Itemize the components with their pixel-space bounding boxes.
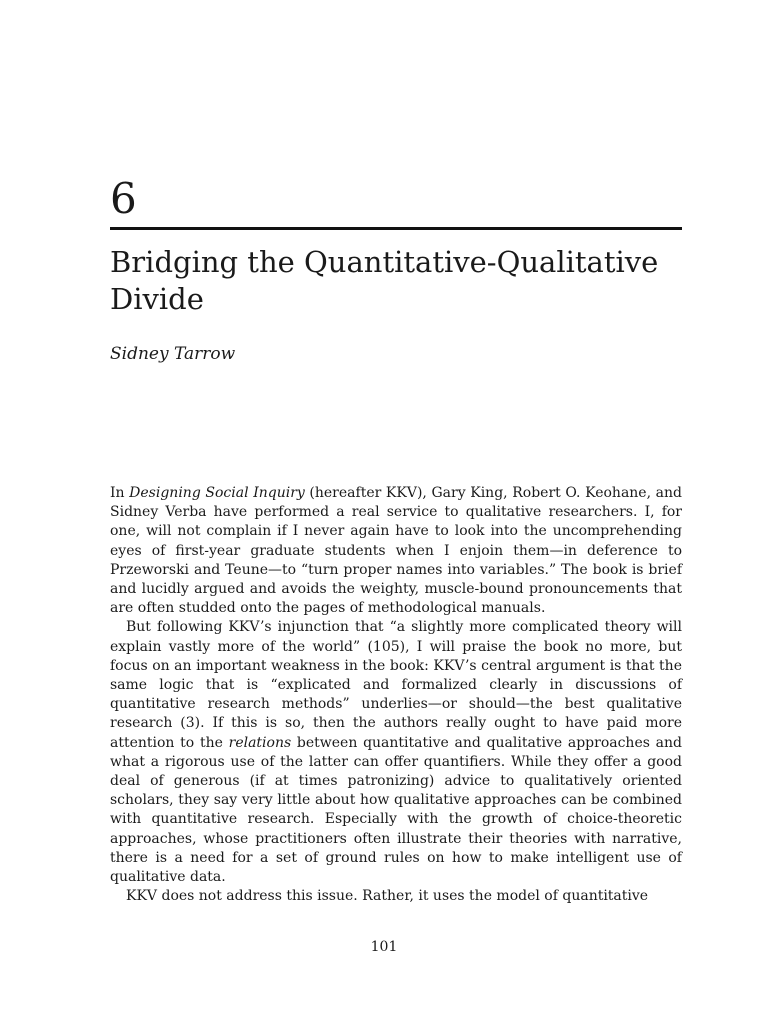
page-number: 101 (370, 939, 398, 955)
paragraph-3: KKV does not address this issue. Rather, it uses the model of quantitative (126, 888, 649, 905)
chapter-title: Bridging the Quantitative-Qualitative Divide (110, 245, 659, 316)
emphasis-relations: relations (228, 734, 292, 751)
paragraph-2-rest: between quantitative and qualitative approaches and what a rigorous use of the latter can offer quantifiers. While they offer a good deal of generous (if at times patronizing) advice to qualitatively oriented scholars, they say very little about how qualitative approaches can be combined with quantitative research. Especially with the growth of choice-theoretic approaches, whose practitioners often illustrate their theories with narrative, there is a need for a set of ground rules on how to make intelligent use of qualitative data. (110, 734, 682, 886)
chapter-number: 6 (110, 174, 137, 223)
chapter-rule (110, 227, 682, 230)
body-text (110, 484, 682, 906)
paragraph-1-rest: (hereafter KKV), Gary King, Robert O. Keohane, and Sidney Verba have performed a real service to qualitative researchers. I, for one, will not complain if I never again have to look into the uncomprehending eyes of first-year graduate students when I enjoin them—in deference to Przeworski and Teune—to “turn proper names into variables.” The book is brief and lucidly argued and avoids the weighty, muscle-bound pronouncements that are often studded onto the pages of methodological manuals. (110, 485, 682, 617)
paragraph-2 (110, 618, 682, 887)
chapter-author: Sidney Tarrow (110, 344, 236, 364)
paragraph-1-lead: In (110, 485, 130, 501)
paragraph-2-lead: But following KKV’s injunction that “a slightly more complicated theory will explain vastly more of the world” (105), I will praise the book no more, but focus on an important weakness in the book: KKV’s central argument is that the same logic that is “explicated and formalized clearly in discussions of quantitative research methods” underlies—or should—the best qualitative research (3). If this is so, then the authors really ought to have paid more attention to the (110, 619, 682, 751)
book-title: Designing Social Inquiry (129, 485, 305, 501)
paragraph-1 (110, 484, 682, 618)
